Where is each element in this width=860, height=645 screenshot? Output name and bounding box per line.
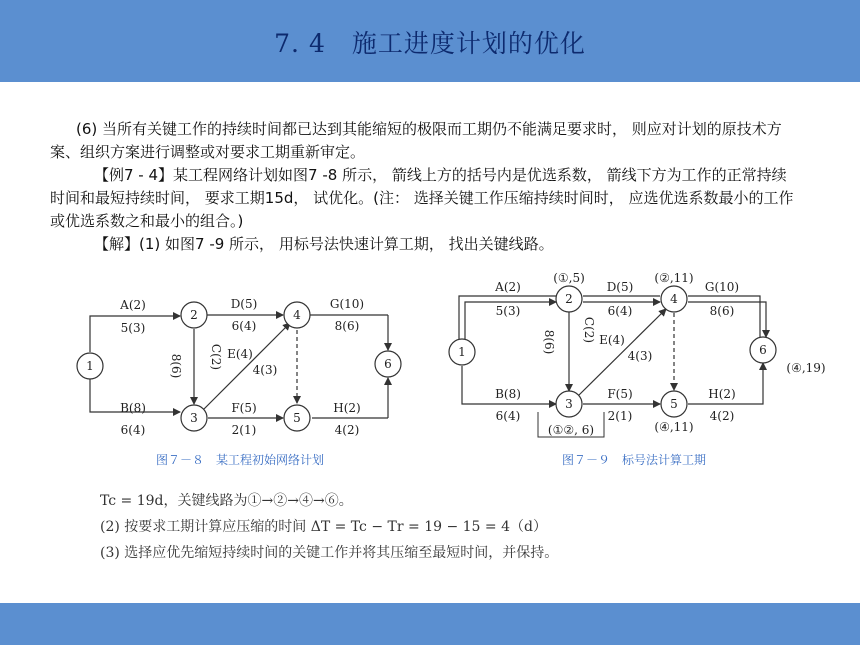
mark-node-2: (①,5) [553, 271, 585, 285]
label-A-top: A(2) [120, 298, 146, 312]
node-6-label: 6 [759, 343, 767, 357]
mark-node-4: (②,11) [654, 271, 694, 285]
label-C-top: C(2) [582, 316, 596, 344]
caption-figure-7-9: 图７－９ 标号法计算工期 [561, 453, 707, 467]
label-D-bottom: 6(4) [607, 304, 633, 318]
node-5-label: 5 [293, 411, 301, 425]
node-3-label: 3 [565, 397, 573, 411]
caption-figure-7-8: 图７－８ 某工程初始网络计划 [155, 453, 325, 467]
label-C-bottom: 8(6) [169, 353, 183, 379]
mark-node-6: (④,19) [786, 361, 826, 375]
label-C-bottom: 8(6) [542, 329, 556, 355]
label-A-bottom: 5(3) [495, 304, 521, 318]
mark-node-5: (④,11) [654, 420, 694, 434]
label-F-bottom: 2(1) [231, 423, 257, 437]
label-E-top: E(4) [599, 333, 625, 347]
label-B-bottom: 6(4) [120, 423, 146, 437]
node-4-label: 4 [670, 292, 678, 306]
label-B-top: B(8) [120, 401, 146, 415]
node-5-label: 5 [670, 397, 678, 411]
label-B-bottom: 6(4) [495, 409, 521, 423]
label-G-bottom: 8(6) [709, 304, 735, 318]
label-B-top: B(8) [495, 387, 521, 401]
node-6-label: 6 [384, 357, 392, 371]
label-E-top: E(4) [227, 347, 253, 361]
label-H-top: H(2) [708, 387, 736, 401]
node-1-label: 1 [458, 345, 466, 359]
node-2-label: 2 [565, 292, 573, 306]
label-C-top: C(2) [209, 343, 223, 371]
label-A-bottom: 5(3) [120, 321, 146, 335]
label-E-bottom: 4(3) [252, 363, 278, 377]
label-D-bottom: 6(4) [231, 319, 257, 333]
node-1-label: 1 [86, 359, 94, 373]
footer-bar [0, 603, 860, 645]
node-3-label: 3 [190, 411, 198, 425]
solution-steps [100, 488, 558, 566]
label-H-bottom: 4(2) [709, 409, 735, 423]
label-D-top: D(5) [230, 297, 258, 311]
label-H-bottom: 4(2) [334, 423, 360, 437]
paragraph-example-text: 【例7 - 4】某工程网络计划如图7 -8 所示， 箭线上方的括号内是优选系数， 箭线下方为工作的正常持续时间和最短持续时间， 要求工期15d， 试优化。(注： 选择关键工作压缩持续时间时， 应选优选系数最小的工作或优选系数之和最小的组合。) [50, 166, 794, 230]
label-E-bottom: 4(3) [627, 349, 653, 363]
label-F-bottom: 2(1) [607, 409, 633, 423]
label-D-top: D(5) [606, 280, 634, 294]
label-G-top: G(10) [704, 280, 740, 294]
mark-node-3: (①②, 6) [547, 423, 595, 437]
label-G-bottom: 8(6) [334, 319, 360, 333]
paragraph-note-6-text: (6) 当所有关键工作的持续时间都已达到其能缩短的极限而工期仍不能满足要求时， 则应对计划的原技术方案、组织方案进行调整或对要求工期重新审定。 [50, 120, 782, 161]
label-F-top: F(5) [607, 387, 633, 401]
node-2-label: 2 [190, 308, 198, 322]
label-F-top: F(5) [231, 401, 257, 415]
label-H-top: H(2) [333, 401, 361, 415]
page-title: 7. 4 施工进度计划的优化 [274, 29, 586, 58]
label-G-top: G(10) [329, 297, 365, 311]
node-4-label: 4 [293, 308, 301, 322]
paragraph-solution-text: 【解】(1) 如图7 -9 所示， 用标号法快速计算工期， 找出关键线路。 [94, 235, 554, 253]
step-3: (3) 选择应优先缩短持续时间的关键工作并将其压缩至最短时间，并保持。 [100, 545, 559, 561]
step-2: (2) 按要求工期计算应压缩的时间 ΔT = Tc − Tr = 19 − 15 = 4（d） [100, 519, 547, 535]
step-1-result: Tc = 19d，关键线路为①→②→④→⑥。 [100, 493, 353, 509]
label-A-top: A(2) [495, 280, 521, 294]
